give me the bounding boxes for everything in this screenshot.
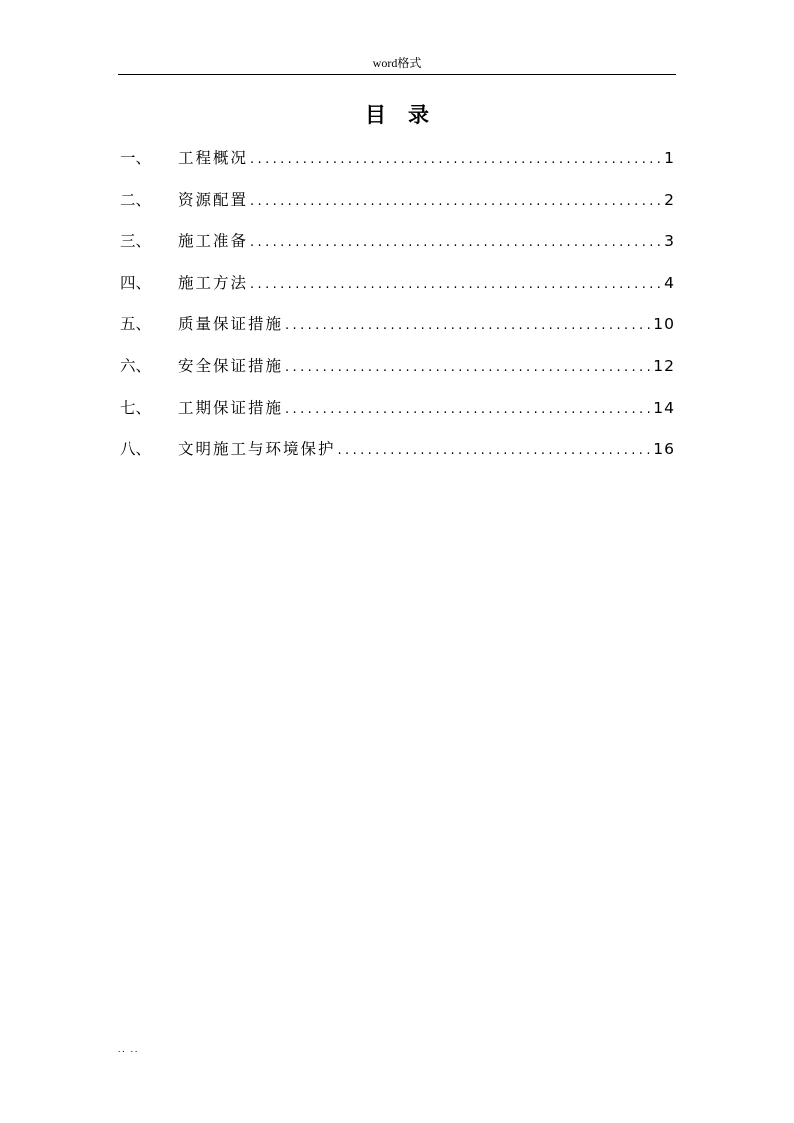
toc-dot-leader xyxy=(250,273,662,297)
toc-entry-number: 四、 xyxy=(120,273,152,292)
toc-entry-page[interactable]: 2 xyxy=(664,190,675,209)
toc-entry-page[interactable]: 12 xyxy=(653,356,675,375)
page-header xyxy=(118,55,676,75)
toc-entry-title[interactable]: 文明施工与环境保护 xyxy=(178,440,336,459)
toc-entry-number: 三、 xyxy=(120,232,152,251)
toc-entry-title[interactable]: 工期保证措施 xyxy=(178,398,284,417)
toc-entry-title[interactable]: 安全保证措施 xyxy=(178,356,284,375)
toc-entry-page[interactable]: 16 xyxy=(653,440,675,459)
toc-entry-page[interactable]: 14 xyxy=(653,398,675,417)
toc-dot-leader xyxy=(250,231,662,255)
toc-dot-leader xyxy=(285,356,651,380)
toc-entry-number: 五、 xyxy=(120,315,152,334)
toc-dot-leader xyxy=(285,398,651,422)
toc-entry-title[interactable]: 质量保证措施 xyxy=(178,315,284,334)
toc-dot-leader xyxy=(250,190,662,214)
toc-entry[interactable] xyxy=(120,229,675,271)
toc-entry[interactable] xyxy=(120,312,675,354)
toc-entry-number: 八、 xyxy=(120,440,152,459)
toc-entry-title[interactable]: 资源配置 xyxy=(178,190,249,209)
toc-entry[interactable] xyxy=(120,354,675,396)
toc-entry-number: 六、 xyxy=(120,356,152,375)
toc-entry[interactable] xyxy=(120,146,675,188)
table-of-contents xyxy=(120,146,675,479)
toc-entry-page[interactable]: 4 xyxy=(664,273,675,292)
toc-dot-leader xyxy=(250,148,662,172)
toc-entry-page[interactable]: 3 xyxy=(664,232,675,251)
toc-entry-number: 二、 xyxy=(120,190,152,209)
toc-entry-page[interactable]: 10 xyxy=(653,315,675,334)
toc-dot-leader xyxy=(338,439,652,463)
header-text: word格式 xyxy=(372,56,422,70)
toc-entry-number: 一、 xyxy=(120,149,152,167)
toc-entry[interactable] xyxy=(120,188,675,230)
toc-entry-title[interactable]: 施工方法 xyxy=(178,273,249,292)
page-footer: .. .. xyxy=(118,1044,140,1054)
toc-entry-page[interactable]: 1 xyxy=(664,149,675,167)
toc-entry[interactable] xyxy=(120,437,675,479)
toc-dot-leader xyxy=(285,314,651,338)
toc-entry-title[interactable]: 施工准备 xyxy=(178,232,249,251)
toc-entry[interactable] xyxy=(120,396,675,438)
toc-entry[interactable] xyxy=(120,271,675,313)
toc-entry-title[interactable]: 工程概况 xyxy=(178,149,249,167)
toc-title: 目录 xyxy=(365,103,451,127)
toc-entry-number: 七、 xyxy=(120,398,152,417)
